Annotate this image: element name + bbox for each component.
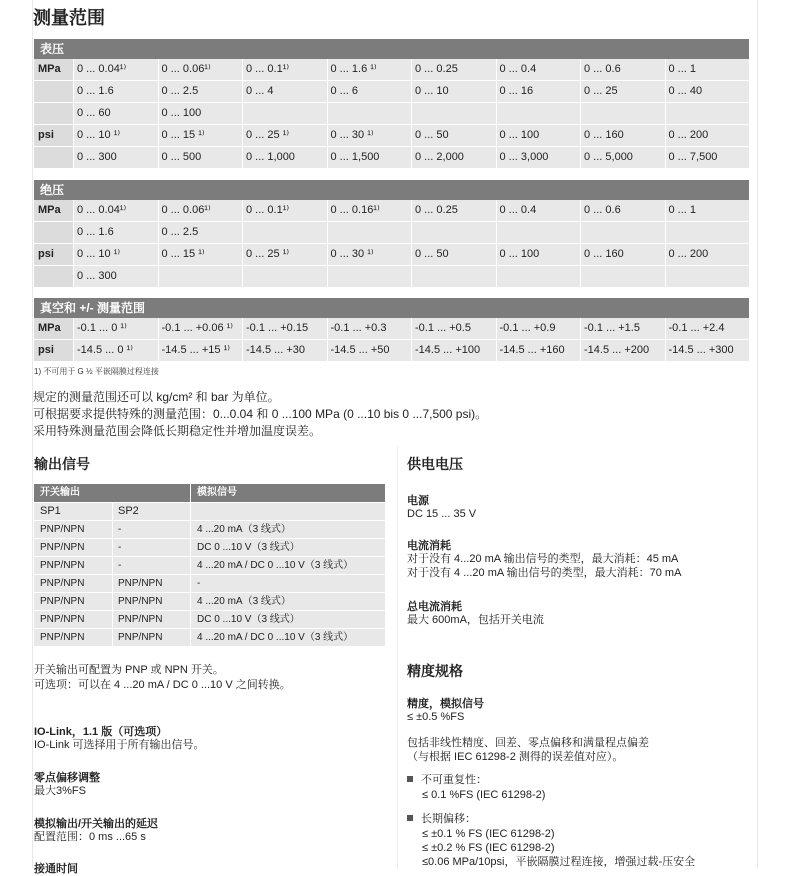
range-cell: 0 ... 200: [666, 125, 750, 146]
range-cell: 0 ... 0.25: [412, 59, 496, 80]
gauge-range-row: [34, 59, 749, 81]
total-consumption-text: 最大 600mA，包括开关电流: [407, 614, 544, 626]
output-table-row: [34, 556, 385, 574]
non-repeatability-label: 不可重复性：: [407, 773, 487, 787]
range-cell: 0 ... 50: [412, 125, 496, 146]
sp1-cell: PNP/NPN: [40, 524, 85, 535]
range-cell: [328, 103, 412, 124]
range-cell: [412, 266, 496, 287]
range-cell: [497, 103, 581, 124]
page-title: 测量范围: [33, 8, 105, 28]
long-term-drift-1: ≤ ±0.1 % FS (IEC 61298-2): [422, 828, 555, 840]
analog-cell: DC 0 ...10 V（3 线式）: [197, 614, 300, 625]
range-cell: 0 ... 2.5: [159, 81, 243, 102]
analog-cell: 4 ...20 mA / DC 0 ...10 V（3 线式）: [197, 632, 354, 643]
range-cell: 0 ... 0.1¹⁾: [243, 59, 327, 80]
range-cell: 0 ... 30 ¹⁾: [328, 244, 412, 265]
analog-accuracy-text: ≤ ±0.5 %FS: [407, 711, 465, 723]
vacuum-range-row: [34, 340, 749, 362]
absolute-pressure-header: 绝压: [34, 180, 749, 200]
unit-label: psi: [34, 340, 73, 361]
range-cell: 0 ... 25 ¹⁾: [243, 244, 327, 265]
unit-label: [34, 103, 73, 124]
range-cell: 0 ... 0.04¹⁾: [74, 59, 158, 80]
range-cell: 0 ... 10: [412, 81, 496, 102]
range-cell: -0.1 ... 0 ¹⁾: [74, 318, 158, 339]
unit-label: psi: [34, 244, 73, 265]
accuracy-title: 精度规格: [407, 663, 463, 679]
range-cell: 0 ... 50: [412, 244, 496, 265]
range-cell: 0 ... 200: [666, 244, 750, 265]
vacuum-range-header: 真空和 +/- 测量范围: [34, 298, 749, 318]
sp2-cell: PNP/NPN: [118, 596, 163, 607]
range-cell: [243, 222, 327, 243]
range-cell: [666, 266, 750, 287]
range-cell: 0 ... 0.25: [412, 200, 496, 221]
analog-cell: 4 ...20 mA（3 线式）: [197, 596, 291, 607]
output-table-row: [34, 628, 385, 646]
delay-label: 模拟输出/开关输出的延迟: [34, 818, 159, 830]
range-cell: -0.1 ... +0.3: [328, 318, 412, 339]
range-cell: 0 ... 15 ¹⁾: [159, 125, 243, 146]
range-cell: -0.1 ... +2.4: [666, 318, 750, 339]
range-cell: 0 ... 500: [159, 147, 243, 168]
absolute-range-row: [34, 244, 749, 266]
range-cell: 0 ... 0.6: [581, 59, 665, 80]
range-cell: 0 ... 1,500: [328, 147, 412, 168]
range-cell: 0 ... 4: [243, 81, 327, 102]
range-cell: [666, 103, 750, 124]
long-term-drift-2: ≤ ±0.2 % FS (IEC 61298-2): [422, 842, 555, 854]
range-cell: 0 ... 1: [666, 59, 750, 80]
range-cell: 0 ... 0.04¹⁾: [74, 200, 158, 221]
unit-label: MPa: [34, 200, 73, 221]
range-cell: 0 ... 40: [666, 81, 750, 102]
range-cell: 0 ... 3,000: [497, 147, 581, 168]
range-cell: -14.5 ... +15 ¹⁾: [159, 340, 243, 361]
sp1-heading: SP1: [40, 505, 61, 517]
range-cell: -14.5 ... +30: [243, 340, 327, 361]
unit-label: [34, 147, 73, 168]
output-table-row: [34, 610, 385, 628]
gauge-pressure-table: [34, 39, 749, 169]
range-cell: -0.1 ... +0.06 ¹⁾: [159, 318, 243, 339]
range-cell: -0.1 ... +0.9: [497, 318, 581, 339]
range-cell: 0 ... 0.6: [581, 200, 665, 221]
range-cell: [328, 222, 412, 243]
range-cell: 0 ... 0.06¹⁾: [159, 59, 243, 80]
absolute-range-row: [34, 222, 749, 244]
sp2-cell: PNP/NPN: [118, 614, 163, 625]
absolute-pressure-table: [34, 180, 749, 288]
delay-text: 配置范围：0 ms ...65 s: [34, 831, 146, 843]
iolink-label: IO-Link，1.1 版（可选项）: [34, 726, 168, 738]
sp2-cell: PNP/NPN: [118, 632, 163, 643]
range-cell: [243, 266, 327, 287]
output-table-header: [34, 484, 385, 502]
range-cell: 0 ... 25 ¹⁾: [243, 125, 327, 146]
unit-label: [34, 266, 73, 287]
range-cell: -0.1 ... +1.5: [581, 318, 665, 339]
zero-offset-text: 最大3%FS: [34, 785, 86, 797]
right-margin-rule: [757, 0, 758, 868]
range-cell: -14.5 ... +300: [666, 340, 750, 361]
analog-signal-heading: 模拟信号: [197, 487, 237, 498]
range-cell: -14.5 ... 0 ¹⁾: [74, 340, 158, 361]
range-cell: 0 ... 0.16¹⁾: [328, 200, 412, 221]
analog-cell: 4 ...20 mA（3 线式）: [197, 524, 291, 535]
gauge-range-row: [34, 125, 749, 147]
range-cell: 0 ... 15 ¹⁾: [159, 244, 243, 265]
range-cell: 0 ... 160: [581, 125, 665, 146]
range-cell: 0 ... 6: [328, 81, 412, 102]
non-repeatability-value: ≤ 0.1 %FS (IEC 61298-2): [422, 789, 546, 801]
analog-accuracy-label: 精度，模拟信号: [407, 698, 484, 710]
range-cell: -0.1 ... +0.15: [243, 318, 327, 339]
sp1-cell: PNP/NPN: [40, 632, 85, 643]
range-cell: [412, 222, 496, 243]
sp1-cell: PNP/NPN: [40, 578, 85, 589]
range-cell: 0 ... 100: [497, 125, 581, 146]
sp2-heading: SP2: [118, 505, 139, 517]
switch-output-heading: 开关输出: [40, 487, 80, 498]
gauge-range-row: [34, 103, 749, 125]
range-cell: 0 ... 0.06¹⁾: [159, 200, 243, 221]
range-cell: 0 ... 2.5: [159, 222, 243, 243]
accuracy-includes-2: （与根据 IEC 61298-2 测得的误差值对应）。: [407, 751, 624, 763]
range-cell: -14.5 ... +200: [581, 340, 665, 361]
range-cell: 0 ... 100: [497, 244, 581, 265]
output-table-row: [34, 520, 385, 538]
range-cell: 0 ... 5,000: [581, 147, 665, 168]
range-cell: -0.1 ... +0.5: [412, 318, 496, 339]
absolute-range-row: [34, 200, 749, 222]
range-cell: 0 ... 100: [159, 103, 243, 124]
bullet-square-icon: [407, 776, 413, 782]
range-cell: 0 ... 60: [74, 103, 158, 124]
power-supply-title: 供电电压: [407, 456, 463, 472]
gauge-range-row: [34, 81, 749, 103]
current-consumption-label: 电流消耗: [407, 540, 451, 552]
output-table-subheader: [34, 502, 385, 520]
supply-label: 电源: [407, 495, 429, 507]
range-cell: 0 ... 1.6: [74, 222, 158, 243]
sp1-cell: PNP/NPN: [40, 560, 85, 571]
analog-cell: DC 0 ...10 V（3 线式）: [197, 542, 300, 553]
range-cell: 0 ... 0.4: [497, 59, 581, 80]
output-signal-title: 输出信号: [34, 456, 90, 472]
sp2-cell: -: [118, 542, 122, 553]
output-note-2: 可选项：可以在 4 ...20 mA / DC 0 ...10 V 之间转换。: [34, 679, 291, 691]
long-term-drift-label: 长期偏移：: [407, 812, 476, 826]
range-cell: 0 ... 1.6 ¹⁾: [328, 59, 412, 80]
range-cell: 0 ... 10 ¹⁾: [74, 244, 158, 265]
range-cell: [159, 266, 243, 287]
range-cell: -14.5 ... +50: [328, 340, 412, 361]
range-cell: 0 ... 0.1¹⁾: [243, 200, 327, 221]
range-cell: [666, 222, 750, 243]
unit-label: [34, 222, 73, 243]
absolute-range-row: [34, 266, 749, 288]
range-cell: 0 ... 16: [497, 81, 581, 102]
sp2-cell: PNP/NPN: [118, 578, 163, 589]
output-table-row: [34, 592, 385, 610]
footnote: 1) 不可用于 G ½ 平嵌隔膜过程连接: [34, 367, 159, 376]
range-cell: 0 ... 2,000: [412, 147, 496, 168]
gauge-range-row: [34, 147, 749, 169]
vacuum-range-row: [34, 318, 749, 340]
switch-on-time-label: 接通时间: [34, 863, 78, 875]
unit-label: psi: [34, 125, 73, 146]
current-consumption-1: 对于没有 4...20 mA 输出信号的类型，最大消耗：45 mA: [407, 553, 679, 565]
range-cell: [581, 222, 665, 243]
vacuum-range-table: [34, 298, 749, 362]
bullet-square-icon: [407, 815, 413, 821]
range-cell: 0 ... 30 ¹⁾: [328, 125, 412, 146]
range-cell: [497, 222, 581, 243]
current-consumption-2: 对于没有 4 ...20 mA 输出信号的类型，最大消耗：70 mA: [407, 567, 682, 579]
analog-cell: -: [197, 578, 201, 589]
gauge-pressure-header: 表压: [34, 39, 749, 59]
iolink-text: IO-Link 可选择用于所有输出信号。: [34, 739, 205, 751]
range-cell: 0 ... 25: [581, 81, 665, 102]
accuracy-includes-1: 包括非线性精度、回差、零点偏移和满量程点偏差: [407, 737, 649, 749]
range-cell: 0 ... 300: [74, 266, 158, 287]
range-cell: [243, 103, 327, 124]
range-cell: 0 ... 1,000: [243, 147, 327, 168]
range-cell: [328, 266, 412, 287]
output-note-1: 开关输出可配置为 PNP 或 NPN 开关。: [34, 664, 224, 676]
zero-offset-label: 零点偏移调整: [34, 772, 100, 784]
range-note-3: 采用特殊测量范围会降低长期稳定性并增加温度误差。: [33, 424, 322, 438]
long-term-drift-3: ≤0.06 MPa/10psi，平嵌隔膜过程连接，增强过载-压安全: [422, 856, 696, 868]
sp1-cell: PNP/NPN: [40, 614, 85, 625]
unit-label: [34, 81, 73, 102]
range-cell: [497, 266, 581, 287]
output-table-row: [34, 574, 385, 592]
range-cell: 0 ... 160: [581, 244, 665, 265]
column-divider: [397, 446, 398, 868]
output-signal-table: [34, 484, 385, 646]
range-note-1: 规定的测量范围还可以 kg/cm² 和 bar 为单位。: [33, 390, 280, 404]
unit-label: MPa: [34, 59, 73, 80]
range-cell: 0 ... 7,500: [666, 147, 750, 168]
range-cell: 0 ... 10 ¹⁾: [74, 125, 158, 146]
output-table-row: [34, 538, 385, 556]
sp1-cell: PNP/NPN: [40, 542, 85, 553]
range-cell: 0 ... 1: [666, 200, 750, 221]
sp1-cell: PNP/NPN: [40, 596, 85, 607]
unit-label: MPa: [34, 318, 73, 339]
range-cell: 0 ... 0.4: [497, 200, 581, 221]
range-cell: [412, 103, 496, 124]
total-consumption-label: 总电流消耗: [407, 601, 462, 613]
range-cell: 0 ... 1.6: [74, 81, 158, 102]
analog-cell: 4 ...20 mA / DC 0 ...10 V（3 线式）: [197, 560, 354, 571]
range-cell: [581, 266, 665, 287]
range-note-2: 可根据要求提供特殊的测量范围：0...0.04 和 0 ...100 MPa (0 ...10 bis 0 ...7,500 psi)。: [33, 407, 488, 421]
range-cell: [581, 103, 665, 124]
supply-text: DC 15 ... 35 V: [407, 508, 477, 520]
range-cell: -14.5 ... +100: [412, 340, 496, 361]
range-cell: 0 ... 300: [74, 147, 158, 168]
sp2-cell: -: [118, 524, 122, 535]
range-cell: -14.5 ... +160: [497, 340, 581, 361]
sp2-cell: -: [118, 560, 122, 571]
